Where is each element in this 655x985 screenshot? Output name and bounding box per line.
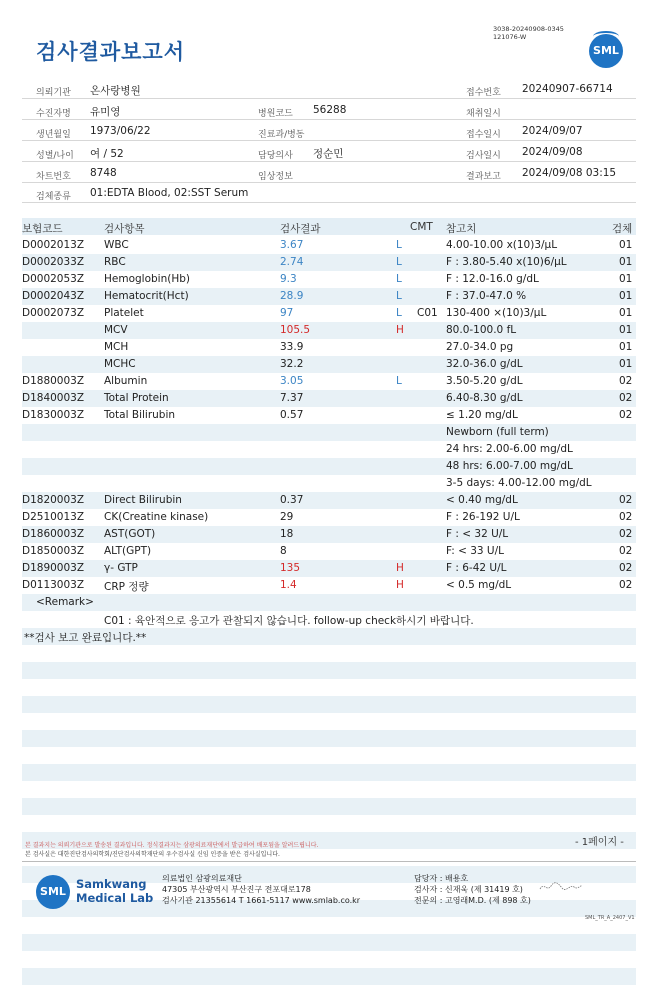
cell-result: 7.37	[280, 392, 304, 404]
header-label: 차트번호	[36, 172, 71, 182]
cell-result: 18	[280, 528, 294, 540]
table-row	[22, 543, 636, 560]
cell-specimen: 02	[619, 375, 633, 387]
cell-reference: 24 hrs: 2.00-6.00 mg/dL	[446, 443, 573, 455]
brand-line2: Medical Lab	[76, 891, 154, 905]
cell-result: 9.3	[280, 273, 297, 285]
cell-reference: < 0.5 mg/dL	[446, 579, 512, 591]
table-row	[22, 475, 636, 492]
staff-manager: 담당자 : 배용호	[414, 874, 469, 883]
cell-code: D0002013Z	[22, 239, 85, 251]
cell-specimen: 02	[619, 579, 633, 591]
header-row-divider	[22, 98, 636, 99]
col-header-reference: 참고치	[446, 223, 477, 235]
remark-text: C01 : 육안적으로 응고가 관찰되지 않습니다. follow-up check하시기 바랍니다.	[104, 615, 474, 627]
empty-row	[22, 951, 636, 968]
table-row	[22, 237, 636, 254]
staff-info	[414, 873, 531, 906]
cell-code: D0113003Z	[22, 579, 85, 591]
header-value: 정순민	[313, 148, 344, 160]
col-header-cmt: CMT	[410, 221, 433, 233]
cell-result: 135	[280, 562, 301, 574]
header-row-divider	[22, 140, 636, 141]
header-value: 온사랑병원	[90, 85, 141, 97]
cell-reference: < 0.40 mg/dL	[446, 494, 518, 506]
form-id: SML_TR_A_2407_V1	[585, 915, 635, 921]
table-row	[22, 254, 636, 271]
report-complete: **검사 보고 완료입니다.**	[24, 632, 147, 644]
cell-reference: F : 26-192 U/L	[446, 511, 520, 523]
empty-row	[22, 917, 636, 934]
cell-item: Total Protein	[104, 392, 169, 404]
cell-reference: F : 12.0-16.0 g/dL	[446, 273, 539, 285]
cell-specimen: 01	[619, 273, 633, 285]
cell-code: D1840003Z	[22, 392, 85, 404]
table-row	[22, 560, 636, 577]
cell-flag: L	[396, 256, 402, 268]
header-label: 접수일시	[466, 130, 501, 140]
header-value: 2024/09/07	[522, 125, 583, 137]
cell-specimen: 02	[619, 528, 633, 540]
cell-flag: H	[396, 324, 404, 336]
cell-code: D0002053Z	[22, 273, 85, 285]
header-label: 병원코드	[258, 109, 293, 119]
header-value: 20240907-66714	[522, 83, 613, 95]
header-label: 진료과/병동	[258, 130, 305, 140]
empty-row	[22, 747, 636, 764]
empty-row	[22, 662, 636, 679]
cell-item: Direct Bilirubin	[104, 494, 182, 506]
cell-result: 1.4	[280, 579, 297, 591]
cell-item: Hemoglobin(Hb)	[104, 273, 191, 285]
cell-result: 2.74	[280, 256, 304, 268]
empty-row	[22, 645, 636, 662]
cell-specimen: 02	[619, 562, 633, 574]
cell-reference: 32.0-36.0 g/dL	[446, 358, 523, 370]
cell-reference: 27.0-34.0 pg	[446, 341, 514, 353]
cell-item: CK(Creatine kinase)	[104, 511, 209, 523]
cell-item: MCH	[104, 341, 129, 353]
footer-sml-logo: SML	[36, 875, 70, 909]
cell-item: AST(GOT)	[104, 528, 156, 540]
cell-code: D1880003Z	[22, 375, 85, 387]
table-row	[22, 322, 636, 339]
cell-code: D2510013Z	[22, 511, 85, 523]
table-row	[22, 339, 636, 356]
footer-note-report: 본 결과지는 의뢰기관으로 발송된 결과입니다. 정식결과지는 삼광의료재단에서 발급하여 배포됨을 알려드립니다.	[25, 842, 319, 849]
page-number: - 1페이지 -	[575, 837, 624, 848]
cell-code: D0002043Z	[22, 290, 85, 302]
table-row	[22, 577, 636, 594]
cell-code: D1830003Z	[22, 409, 85, 421]
cell-result: 33.9	[280, 341, 304, 353]
header-label: 생년월일	[36, 130, 71, 140]
header-value: 8748	[90, 167, 117, 179]
cell-reference: 6.40-8.30 g/dL	[446, 392, 523, 404]
col-header-specimen: 검체	[612, 223, 633, 235]
cell-reference: 48 hrs: 6.00-7.00 mg/dL	[446, 460, 573, 472]
cell-item: CRP 정량	[104, 581, 149, 593]
brand-line1: Samkwang	[76, 877, 147, 891]
table-row	[22, 373, 636, 390]
header-label: 수진자명	[36, 109, 71, 119]
cell-specimen: 01	[619, 341, 633, 353]
remark-label: <Remark>	[36, 596, 94, 608]
cell-item: WBC	[104, 239, 129, 251]
header-label: 담당의사	[258, 151, 293, 161]
header-value: 2024/09/08	[522, 146, 583, 158]
document-id-line1: 3038-20240908-0345	[493, 25, 564, 33]
remark-label-row	[22, 594, 636, 611]
staff-tester: 검사자 : 신재욱 (제 31419 호)	[414, 885, 523, 894]
cell-cmt: C01	[417, 307, 438, 319]
empty-row	[22, 934, 636, 951]
cell-result: 8	[280, 545, 287, 557]
header-value: 01:EDTA Blood, 02:SST Serum	[90, 187, 249, 199]
cell-code: D1890003Z	[22, 562, 85, 574]
cell-flag: L	[396, 375, 402, 387]
cell-reference: 3.50-5.20 g/dL	[446, 375, 523, 387]
col-header-result: 검사결과	[280, 223, 321, 235]
col-header-code: 보험코드	[22, 223, 63, 235]
table-row	[22, 305, 636, 322]
table-row	[22, 458, 636, 475]
cell-code: D1860003Z	[22, 528, 85, 540]
cell-result: 0.57	[280, 409, 304, 421]
cell-reference: F : 3.80-5.40 x(10)6/μL	[446, 256, 567, 268]
header-label: 검체종류	[36, 192, 71, 202]
cell-specimen: 01	[619, 290, 633, 302]
header-label: 성별/나이	[36, 151, 74, 161]
col-header-item: 검사항목	[104, 223, 145, 235]
cell-code: D1820003Z	[22, 494, 85, 506]
empty-row	[22, 730, 636, 747]
remark-text-row	[22, 611, 636, 628]
header-value: 1973/06/22	[90, 125, 151, 137]
table-row	[22, 441, 636, 458]
footer-brand	[76, 877, 153, 905]
cell-reference: 130-400 ×(10)3/μL	[446, 307, 547, 319]
empty-row	[22, 764, 636, 781]
cell-reference: F : < 32 U/L	[446, 528, 509, 540]
footer-divider	[22, 861, 636, 862]
cell-flag: L	[396, 290, 402, 302]
cell-flag: H	[396, 579, 404, 591]
empty-row	[22, 713, 636, 730]
table-row	[22, 390, 636, 407]
header-row-divider	[22, 182, 636, 183]
header-label: 채취일시	[466, 109, 501, 119]
table-row	[22, 356, 636, 373]
cell-result: 28.9	[280, 290, 304, 302]
header-label: 접수번호	[466, 88, 501, 98]
empty-row	[22, 798, 636, 815]
empty-row	[22, 696, 636, 713]
cell-specimen: 01	[619, 256, 633, 268]
org-info	[162, 873, 360, 906]
sml-logo: SML	[589, 34, 623, 68]
cell-flag: L	[396, 307, 402, 319]
table-row	[22, 407, 636, 424]
report-complete-row	[22, 628, 636, 645]
table-row	[22, 271, 636, 288]
header-value: 56288	[313, 104, 347, 116]
header-value: 2024/09/08 03:15	[522, 167, 617, 179]
cell-flag: L	[396, 273, 402, 285]
cell-result: 0.37	[280, 494, 304, 506]
cell-reference: Newborn (full term)	[446, 426, 549, 438]
header-label: 의뢰기관	[36, 88, 71, 98]
empty-row	[22, 815, 636, 832]
cell-item: Platelet	[104, 307, 144, 319]
cell-specimen: 01	[619, 239, 633, 251]
org-contact: 검사기관 21355614 T 1661-5117 www.smlab.co.kr	[162, 896, 361, 905]
cell-item: MCHC	[104, 358, 136, 370]
cell-result: 32.2	[280, 358, 304, 370]
cell-item: Albumin	[104, 375, 148, 387]
cell-result: 97	[280, 307, 294, 319]
cell-reference: 4.00-10.00 x(10)3/μL	[446, 239, 558, 251]
cell-item: γ- GTP	[104, 562, 138, 574]
empty-row	[22, 968, 636, 985]
cell-reference: F : 6-42 U/L	[446, 562, 507, 574]
cell-item: Total Bilirubin	[104, 409, 176, 421]
header-row-divider	[22, 161, 636, 162]
cell-result: 29	[280, 511, 294, 523]
table-row	[22, 492, 636, 509]
empty-row	[22, 781, 636, 798]
org-name: 의료법인 삼광의료재단	[162, 874, 242, 883]
signature-scribble	[538, 880, 584, 894]
header-label: 결과보고	[466, 172, 501, 182]
cell-result: 105.5	[280, 324, 311, 336]
cell-specimen: 02	[619, 392, 633, 404]
table-row	[22, 288, 636, 305]
cell-code: D0002073Z	[22, 307, 85, 319]
empty-row	[22, 679, 636, 696]
cell-reference: F : 37.0-47.0 %	[446, 290, 527, 302]
cell-code: D1850003Z	[22, 545, 85, 557]
table-row	[22, 509, 636, 526]
org-address: 47305 부산광역시 부산진구 전포대로178	[162, 885, 311, 894]
cell-item: RBC	[104, 256, 126, 268]
cell-specimen: 02	[619, 409, 633, 421]
header-value: 여 / 52	[90, 148, 124, 160]
cell-result: 3.67	[280, 239, 304, 251]
document-id	[493, 25, 564, 41]
cell-reference: ≤ 1.20 mg/dL	[446, 409, 518, 421]
cell-reference: 80.0-100.0 fL	[446, 324, 517, 336]
cell-specimen: 02	[619, 545, 633, 557]
cell-specimen: 01	[619, 324, 633, 336]
table-row	[22, 526, 636, 543]
cell-reference: 3-5 days: 4.00-12.00 mg/dL	[446, 477, 592, 489]
cell-result: 3.05	[280, 375, 304, 387]
document-id-line2: 121076-W	[493, 33, 527, 41]
cell-specimen: 01	[619, 358, 633, 370]
cell-flag: H	[396, 562, 404, 574]
header-row-divider	[22, 119, 636, 120]
cell-specimen: 01	[619, 307, 633, 319]
staff-specialist: 전문의 : 고영래M.D. (제 898 호)	[414, 896, 531, 905]
header-label: 임상정보	[258, 172, 293, 182]
header-label: 검사일시	[466, 151, 501, 161]
report-title: 검사결과보고서	[36, 40, 186, 64]
header-row-divider	[22, 202, 636, 203]
cell-item: Hematocrit(Hct)	[104, 290, 189, 302]
cell-specimen: 02	[619, 511, 633, 523]
footer-note-accreditation: 본 검사실은 대한진단검사의학회/진단검사의학재단의 우수검사실 신임 인증을 받은 검사실입니다.	[25, 851, 280, 858]
cell-code: D0002033Z	[22, 256, 85, 268]
cell-flag: L	[396, 239, 402, 251]
cell-item: MCV	[104, 324, 128, 336]
cell-specimen: 02	[619, 494, 633, 506]
cell-reference: F: < 33 U/L	[446, 545, 505, 557]
header-value: 유미영	[90, 106, 121, 118]
table-row	[22, 424, 636, 441]
cell-item: ALT(GPT)	[104, 545, 152, 557]
